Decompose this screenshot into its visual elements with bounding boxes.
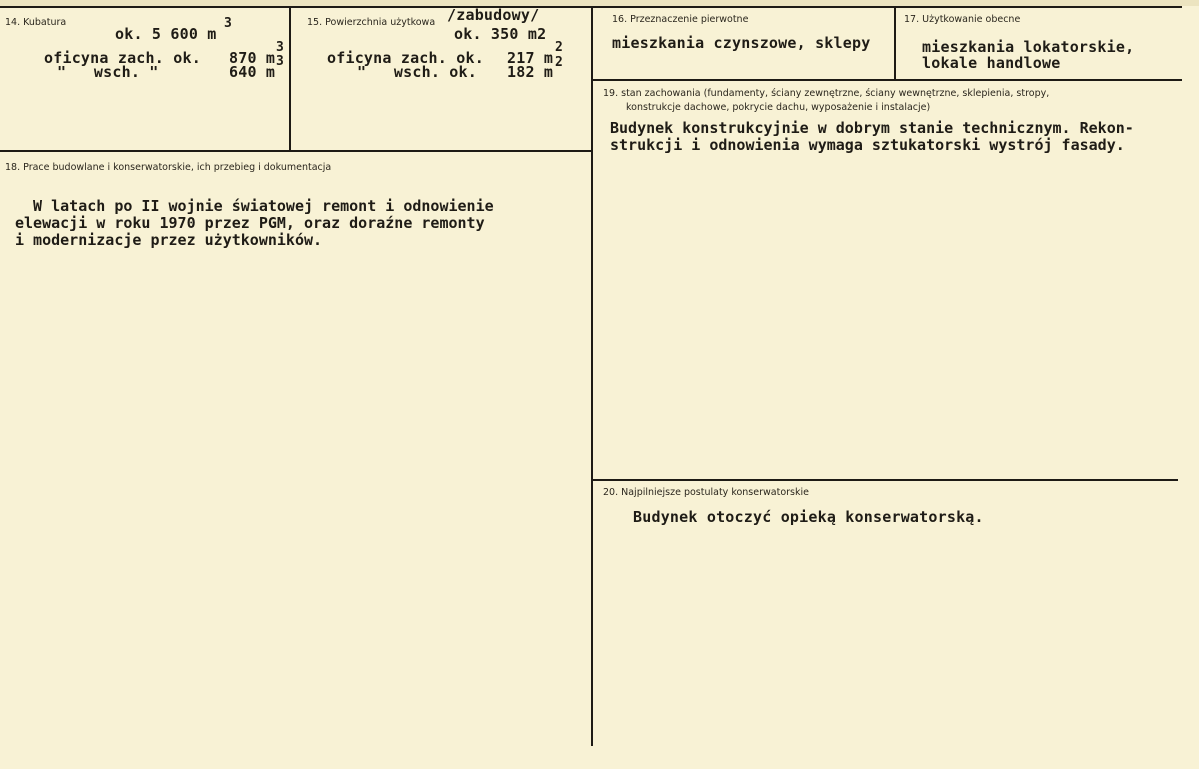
prace-label: 18. Prace budowlane i konserwatorskie, ich przebieg i dokumentacja	[5, 162, 332, 173]
border-under-14-15	[0, 150, 593, 152]
border-under-16-17	[593, 79, 1182, 81]
kubatura-west-value: 870 m	[229, 49, 276, 67]
divider-left-right	[591, 6, 593, 746]
powierzchnia-main: ok. 350 m2	[454, 25, 547, 43]
powierzchnia-label: 15. Powierzchnia użytkowa	[307, 17, 436, 28]
uzytkowanie-line-1: mieszkania lokatorskie,	[922, 38, 1135, 56]
stan-label-line-2: konstrukcje dachowe, pokrycie dachu, wyposażenie i instalacje)	[626, 102, 931, 113]
stan-text	[610, 120, 1134, 154]
powierzchnia-west-sup: 2	[555, 40, 563, 55]
kubatura-main-sup: 3	[224, 16, 232, 31]
divider-16-17	[894, 6, 896, 80]
powierzchnia-overwrite: /zabudowy/	[447, 6, 540, 24]
kubatura-east-label: " wsch. "	[57, 63, 159, 81]
kubatura-label: 14. Kubatura	[5, 17, 67, 28]
przeznaczenie-label: 16. Przeznaczenie pierwotne	[612, 14, 749, 25]
powierzchnia-west-label: oficyna zach. ok.	[327, 49, 484, 67]
powierzchnia-east-label: " wsch. ok.	[357, 63, 477, 81]
stan-label-line-1: 19. stan zachowania (fundamenty, ściany zewnętrzne, ściany wewnętrzne, sklepienia, stropy,	[603, 88, 1050, 99]
powierzchnia-east-sup: 2	[555, 55, 563, 70]
prace-line-2: elewacji w roku 1970 przez PGM, oraz doraźne remonty	[15, 214, 485, 232]
powierzchnia-east-value: 182 m	[507, 63, 554, 81]
powierzchnia-west-value: 217 m	[507, 49, 554, 67]
kubatura-main: ok. 5 600 m	[115, 25, 217, 43]
przeznaczenie-value: mieszkania czynszowe, sklepy	[612, 34, 871, 52]
prace-line-3: i modernizacje przez użytkowników.	[15, 231, 323, 249]
prace-text	[15, 198, 494, 249]
border-under-19	[593, 479, 1178, 481]
prace-line-1: W latach po II wojnie światowej remont i odnowienie	[15, 197, 494, 215]
kubatura-west-label: oficyna zach. ok.	[44, 49, 201, 67]
postulaty-label: 20. Najpilniejsze postulaty konserwatorskie	[603, 487, 809, 498]
divider-14-15	[289, 6, 291, 152]
kubatura-east-value: 640 m	[229, 63, 276, 81]
kubatura-west-sup: 3	[276, 40, 284, 55]
stan-line-1: Budynek konstrukcyjnie w dobrym stanie technicznym. Rekon-	[610, 119, 1134, 137]
uzytkowanie-label: 17. Użytkowanie obecne	[904, 14, 1021, 25]
uzytkowanie-line-2: lokale handlowe	[922, 54, 1061, 72]
stan-line-2: strukcji i odnowienia wymaga sztukatorski wystrój fasady.	[610, 136, 1125, 154]
kubatura-east-sup: 3	[276, 54, 284, 69]
postulaty-value: Budynek otoczyć opieką konserwatorską.	[633, 508, 984, 526]
